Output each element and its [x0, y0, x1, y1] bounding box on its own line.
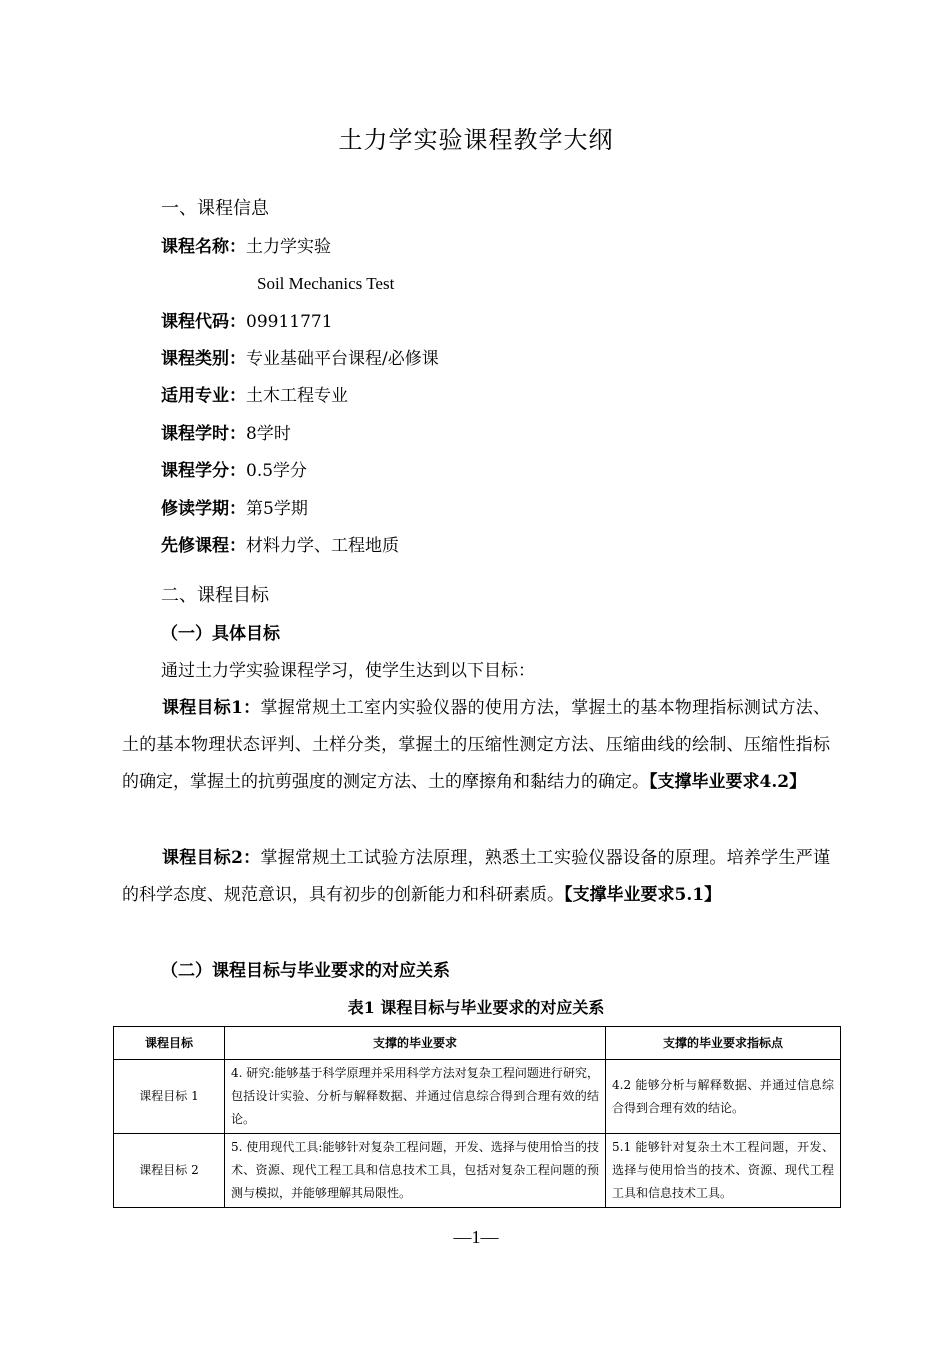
- info-credits: [161, 458, 307, 484]
- goal-2-support: 【支撑毕业要求5.1】: [564, 885, 722, 905]
- info-value: 8学时: [246, 424, 291, 444]
- goal-1-support: 【支撑毕业要求4.2】: [649, 772, 807, 792]
- info-value: 0.5学分: [246, 461, 308, 481]
- table-header-goal: 课程目标: [114, 1027, 225, 1060]
- info-course-name: [161, 234, 331, 260]
- table-cell-requirement: 4. 研究:能够基于科学原理并采用科学方法对复杂工程问题进行研究，包括设计实验、分析与解释数据、并通过信息综合得到合理有效的结论。: [225, 1060, 606, 1134]
- section-heading-course-info: 一、课程信息: [161, 198, 269, 219]
- goals-intro: 通过土力学实验课程学习，使学生达到以下目标：: [161, 661, 535, 681]
- info-label: 课程类别：: [161, 349, 246, 369]
- info-value: 材料力学、工程地质: [246, 536, 399, 556]
- info-course-name-english: Soil Mechanics Test: [257, 274, 395, 293]
- info-value: 土力学实验: [246, 237, 331, 257]
- subheading-specific-goals: （一）具体目标: [161, 624, 280, 644]
- table-cell-requirement: 5. 使用现代工具:能够针对复杂工程问题，开发、选择与使用恰当的技术、资源、现代工程工具和信息技术工具，包括对复杂工程问题的预测与模拟，并能够理解其局限性。: [225, 1134, 606, 1208]
- info-label: 课程学分：: [161, 461, 246, 481]
- info-label: 课程学时：: [161, 424, 246, 444]
- table-caption: 表1 课程目标与毕业要求的对应关系: [347, 998, 605, 1017]
- info-value: 第5学期: [246, 499, 308, 519]
- info-major: [161, 383, 348, 409]
- subheading-goal-mapping: （二）课程目标与毕业要求的对应关系: [161, 961, 450, 981]
- table-header-indicator: 支撑的毕业要求指标点: [606, 1027, 841, 1060]
- info-label: 课程代码：: [161, 312, 246, 332]
- table-header-requirement: 支撑的毕业要求: [225, 1027, 606, 1060]
- info-hours: [161, 421, 291, 447]
- page-title: 土力学实验课程教学大纲: [338, 126, 614, 154]
- table-row: [114, 1060, 841, 1134]
- table-cell-indicator: 4.2 能够分析与解释数据、并通过信息综合得到合理有效的结论。: [606, 1060, 841, 1134]
- table-cell-goal: 课程目标 1: [114, 1060, 225, 1134]
- goal-2-label: 课程目标2：: [162, 848, 261, 868]
- info-value: 09911771: [246, 312, 333, 332]
- table-cell-indicator: 5.1 能够针对复杂土木工程问题，开发、选择与使用恰当的技术、资源、现代工程工具和信息技术工具。: [606, 1134, 841, 1208]
- info-value: 专业基础平台课程/必修课: [246, 349, 439, 369]
- table-row: [114, 1134, 841, 1208]
- goal-1-label: 课程目标1：: [162, 698, 261, 718]
- goal-1-paragraph: [122, 690, 830, 801]
- table-header-row: [114, 1027, 841, 1060]
- info-label: 先修课程：: [161, 536, 246, 556]
- info-label: 课程名称：: [161, 237, 246, 257]
- info-course-type: [161, 346, 439, 372]
- info-course-code: [161, 309, 333, 335]
- goal-1-text: 掌握常规土工室内实验仪器的使用方法，掌握土的基本物理指标测试方法、土的基本物理状态评判、土样分类，掌握土的压缩性测定方法、压缩曲线的绘制、压缩性指标的确定，掌握土的抗剪强度的测定方法、土的摩擦角和黏结力的确定。: [122, 698, 830, 792]
- goal-mapping-table: [113, 1026, 841, 1208]
- info-value: 土木工程专业: [246, 386, 348, 406]
- info-label: 修读学期：: [161, 499, 246, 519]
- goal-2-paragraph: [122, 840, 830, 914]
- table-cell-goal: 课程目标 2: [114, 1134, 225, 1208]
- info-label: 适用专业：: [161, 386, 246, 406]
- info-prerequisites: [161, 533, 399, 559]
- goal-2-text: 掌握常规土工试验方法原理，熟悉土工实验仪器设备的原理。培养学生严谨的科学态度、规范意识，具有初步的创新能力和科研素质。: [122, 848, 830, 905]
- info-semester: [161, 496, 308, 522]
- page-number: —1—: [453, 1227, 499, 1247]
- section-heading-course-goals: 二、课程目标: [161, 585, 269, 606]
